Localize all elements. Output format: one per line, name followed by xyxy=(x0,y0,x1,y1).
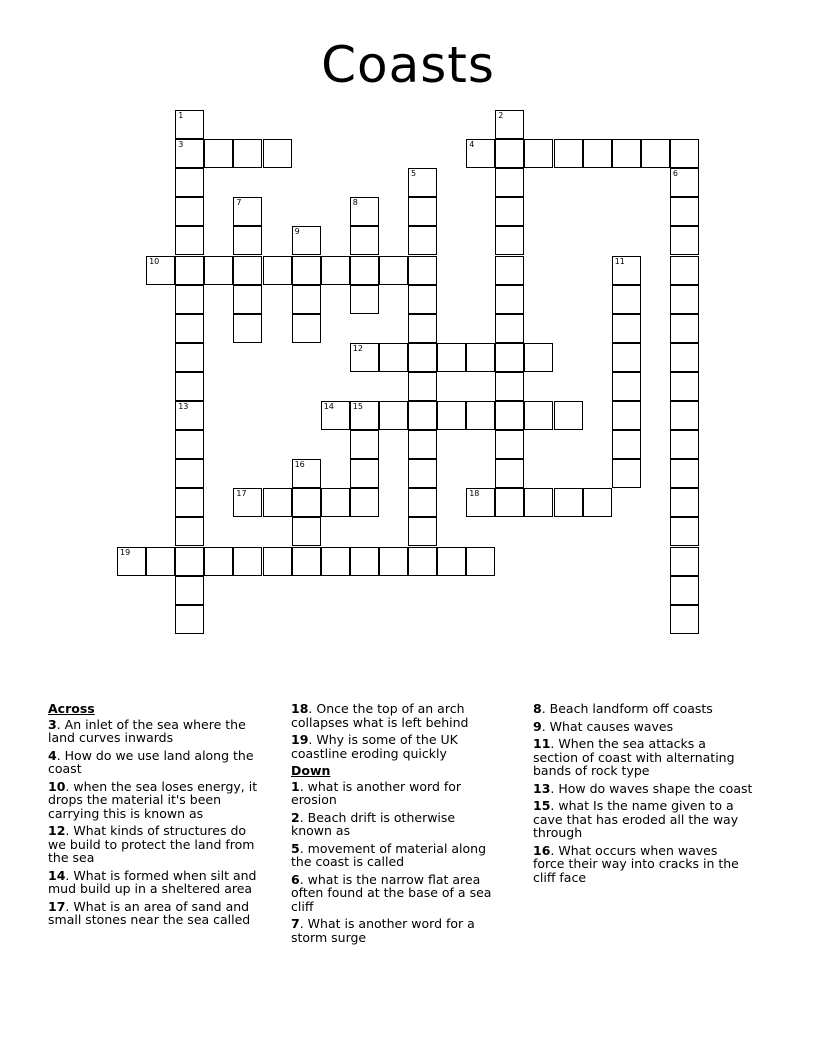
grid-cell[interactable] xyxy=(612,343,641,372)
clue-text: what is the narrow flat area often found at the base of a sea cliff xyxy=(291,871,492,914)
grid-cell[interactable] xyxy=(670,430,699,459)
grid-cell[interactable] xyxy=(408,459,437,488)
grid-cell[interactable] xyxy=(495,168,524,197)
grid-cell[interactable] xyxy=(466,547,495,576)
down-clue: 13. How do waves shape the coast xyxy=(533,780,753,796)
grid-cell[interactable] xyxy=(495,372,524,401)
grid-cell[interactable] xyxy=(612,256,641,285)
clue-text: When the sea attacks a section of coast with alternating bands of rock type xyxy=(533,736,735,778)
grid-cell[interactable] xyxy=(437,401,466,430)
clues-column-1 xyxy=(48,702,278,931)
down-heading: Down xyxy=(291,763,331,778)
grid-cell[interactable] xyxy=(350,459,379,488)
down-clue: 2. Beach drift is otherwise known as xyxy=(291,809,456,838)
grid-cell[interactable] xyxy=(175,430,204,459)
grid-cell[interactable] xyxy=(408,168,437,197)
clue-text: What is formed when silt and mud build up in a sheltered area xyxy=(48,867,257,896)
grid-cell[interactable] xyxy=(379,343,408,372)
grid-cell[interactable] xyxy=(495,256,524,285)
grid-cell[interactable] xyxy=(437,343,466,372)
cell-number: 3 xyxy=(178,140,184,150)
grid-cell[interactable] xyxy=(408,285,437,314)
grid-cell[interactable] xyxy=(612,285,641,314)
grid-cell[interactable] xyxy=(466,488,495,517)
grid-cell[interactable] xyxy=(321,488,350,517)
grid-cell[interactable] xyxy=(321,401,350,430)
clue-text: How do waves shape the coast xyxy=(558,780,753,796)
grid-cell[interactable] xyxy=(408,547,437,576)
grid-cell[interactable] xyxy=(175,197,204,226)
cell-number: 17 xyxy=(236,489,247,499)
grid-cell[interactable] xyxy=(670,285,699,314)
clue-text: what is another word for erosion xyxy=(291,778,462,807)
grid-cell[interactable] xyxy=(233,488,262,517)
grid-cell[interactable] xyxy=(670,256,699,285)
grid-cell[interactable] xyxy=(175,605,204,634)
grid-cell[interactable] xyxy=(263,488,292,517)
grid-cell[interactable] xyxy=(292,285,321,314)
grid-cell[interactable] xyxy=(495,139,524,168)
grid-cell[interactable] xyxy=(437,547,466,576)
down-clue: 15. what Is the name given to a cave that has eroded all the way through xyxy=(533,798,739,840)
grid-cell[interactable] xyxy=(466,401,495,430)
grid-cell[interactable] xyxy=(263,547,292,576)
grid-cell[interactable] xyxy=(583,139,612,168)
clue-text: when the sea loses energy, it drops the material it's been carrying this is known as xyxy=(48,778,258,821)
grid-cell[interactable] xyxy=(612,139,641,168)
grid-cell[interactable] xyxy=(379,401,408,430)
clue-number: 8 xyxy=(533,701,542,716)
clue-number: 11 xyxy=(533,736,551,751)
clues-column-2 xyxy=(291,702,521,948)
grid-cell[interactable] xyxy=(175,226,204,255)
grid-cell[interactable] xyxy=(175,401,204,430)
clue-text: What occurs when waves force their way into cracks in the cliff face xyxy=(533,842,739,885)
clue-number: 10 xyxy=(48,778,66,794)
grid-cell[interactable] xyxy=(350,226,379,255)
clue-text: movement of material along the coast is called xyxy=(291,840,487,869)
grid-cell[interactable] xyxy=(204,256,233,285)
grid-cell[interactable] xyxy=(292,547,321,576)
grid-cell[interactable] xyxy=(408,401,437,430)
grid-cell[interactable] xyxy=(175,110,204,139)
grid-cell[interactable] xyxy=(175,576,204,605)
cell-number: 15 xyxy=(352,402,363,411)
clue-number: 6 xyxy=(291,871,300,887)
grid-cell[interactable] xyxy=(292,488,321,517)
clue-text: what Is the name given to a cave that has eroded all the way through xyxy=(533,798,739,840)
grid-cell[interactable] xyxy=(379,256,408,285)
grid-cell[interactable] xyxy=(350,343,379,372)
grid-cell[interactable] xyxy=(233,314,262,343)
cell-number: 12 xyxy=(352,343,363,353)
down-clue: 8. Beach landform off coasts xyxy=(533,701,713,716)
clue-text: What kinds of structures do we build to protect the land from the sea xyxy=(48,823,255,865)
grid-cell[interactable] xyxy=(641,139,670,168)
across-clue: 10. when the sea loses energy, it drops the material it's been carrying this is known as xyxy=(48,778,258,821)
grid-cell[interactable] xyxy=(495,226,524,255)
grid-cell[interactable] xyxy=(292,459,321,488)
clue-text: What causes waves xyxy=(549,718,674,734)
grid-cell[interactable] xyxy=(233,139,262,168)
grid-cell[interactable] xyxy=(408,372,437,401)
cell-number: 1 xyxy=(178,111,184,120)
clue-text: What is another word for a storm surge xyxy=(291,916,475,945)
grid-cell[interactable] xyxy=(321,547,350,576)
across-clue: 17. What is an area of sand and small stones near the sea called xyxy=(48,898,251,927)
grid-cell[interactable] xyxy=(350,430,379,459)
grid-cell[interactable] xyxy=(175,256,204,285)
grid-cell[interactable] xyxy=(263,256,292,285)
grid-cell[interactable] xyxy=(670,343,699,372)
grid-cell[interactable] xyxy=(670,197,699,226)
grid-cell[interactable] xyxy=(204,547,233,576)
down-clue: 7. What is another word for a storm surge xyxy=(291,916,475,945)
grid-cell[interactable] xyxy=(146,547,175,576)
grid-cell[interactable] xyxy=(524,401,553,430)
grid-cell[interactable] xyxy=(612,459,641,488)
down-clue: 5. movement of material along the coast is called xyxy=(291,840,487,869)
grid-cell[interactable] xyxy=(670,139,699,168)
grid-cell[interactable] xyxy=(175,517,204,546)
across-clue: 4. How do we use land along the coast xyxy=(48,747,254,776)
clue-number: 19 xyxy=(291,732,309,747)
grid-cell[interactable] xyxy=(292,256,321,285)
grid-cell[interactable] xyxy=(350,285,379,314)
grid-cell[interactable] xyxy=(233,285,262,314)
grid-cell[interactable] xyxy=(495,197,524,226)
clue-number: 18 xyxy=(291,701,309,716)
clue-number: 2 xyxy=(291,809,300,825)
grid-cell[interactable] xyxy=(175,285,204,314)
down-clue: 16. What occurs when waves force their way into cracks in the cliff face xyxy=(533,842,739,885)
grid-cell[interactable] xyxy=(495,314,524,343)
clue-number: 13 xyxy=(533,780,551,796)
clue-number: 5 xyxy=(291,840,300,856)
grid-cell[interactable] xyxy=(204,139,233,168)
grid-cell[interactable] xyxy=(175,459,204,488)
page-title: Coasts xyxy=(321,36,495,94)
grid-cell[interactable] xyxy=(233,256,262,285)
across-clue: 14. What is formed when silt and mud build up in a sheltered area xyxy=(48,867,257,896)
grid-cell[interactable] xyxy=(175,314,204,343)
clue-text: An inlet of the sea where the land curves inwards xyxy=(48,716,246,745)
clue-text: Beach drift is otherwise known as xyxy=(291,809,456,838)
grid-cell[interactable] xyxy=(408,488,437,517)
grid-cell[interactable] xyxy=(670,576,699,605)
grid-cell[interactable] xyxy=(175,168,204,197)
grid-cell[interactable] xyxy=(554,488,583,517)
clue-number: 1 xyxy=(291,778,300,794)
grid-cell[interactable] xyxy=(670,226,699,255)
grid-cell[interactable] xyxy=(466,343,495,372)
grid-cell[interactable] xyxy=(495,401,524,430)
grid-cell[interactable] xyxy=(670,401,699,430)
grid-cell[interactable] xyxy=(554,401,583,430)
down-clue: 11. When the sea attacks a section of coast with alternating bands of rock type xyxy=(533,736,735,778)
cell-number: 16 xyxy=(294,460,305,470)
cell-number: 7 xyxy=(236,198,242,208)
grid-cell[interactable] xyxy=(670,459,699,488)
clues-column-3 xyxy=(533,702,763,888)
grid-cell[interactable] xyxy=(408,197,437,226)
cell-number: 13 xyxy=(178,402,189,411)
grid-cell[interactable] xyxy=(524,139,553,168)
grid-cell[interactable] xyxy=(408,517,437,546)
grid-cell[interactable] xyxy=(408,226,437,255)
grid-cell[interactable] xyxy=(175,343,204,372)
grid-cell[interactable] xyxy=(583,488,612,517)
clue-number: 15 xyxy=(533,798,551,813)
grid-cell[interactable] xyxy=(117,547,146,576)
grid-cell[interactable] xyxy=(495,343,524,372)
across-clue: 3. An inlet of the sea where the land curves inwards xyxy=(48,716,246,745)
cell-number: 14 xyxy=(323,402,334,411)
grid-cell[interactable] xyxy=(408,256,437,285)
clue-number: 9 xyxy=(533,718,542,734)
grid-cell[interactable] xyxy=(612,401,641,430)
grid-cell[interactable] xyxy=(175,372,204,401)
grid-cell[interactable] xyxy=(379,547,408,576)
grid-cell[interactable] xyxy=(350,401,379,430)
cell-number: 2 xyxy=(498,111,504,120)
grid-cell[interactable] xyxy=(292,314,321,343)
grid-cell[interactable] xyxy=(350,488,379,517)
cell-number: 19 xyxy=(120,547,131,557)
grid-cell[interactable] xyxy=(495,459,524,488)
cell-number: 4 xyxy=(469,140,475,150)
cell-number: 6 xyxy=(672,169,678,179)
grid-cell[interactable] xyxy=(233,197,262,226)
grid-cell[interactable] xyxy=(495,430,524,459)
clue-number: 14 xyxy=(48,867,66,883)
cell-number: 18 xyxy=(469,489,480,499)
grid-cell[interactable] xyxy=(612,314,641,343)
grid-cell[interactable] xyxy=(495,110,524,139)
grid-cell[interactable] xyxy=(670,605,699,634)
grid-cell[interactable] xyxy=(670,547,699,576)
clue-number: 3 xyxy=(48,716,57,732)
clue-text: How do we use land along the coast xyxy=(48,747,254,776)
clue-number: 7 xyxy=(291,916,300,931)
grid-cell[interactable] xyxy=(524,343,553,372)
grid-cell[interactable] xyxy=(612,430,641,459)
grid-cell[interactable] xyxy=(292,517,321,546)
down-clue: 1. what is another word for erosion xyxy=(291,778,462,807)
across-clue: 19. Why is some of the UK coastline eroding quickly xyxy=(291,732,458,761)
grid-cell[interactable] xyxy=(233,226,262,255)
grid-cell[interactable] xyxy=(408,430,437,459)
clue-text: Why is some of the UK coastline eroding quickly xyxy=(291,732,458,761)
across-heading: Across xyxy=(48,701,95,716)
clue-text: What is an area of sand and small stones near the sea called xyxy=(48,898,251,927)
across-clue: 18. Once the top of an arch collapses what is left behind xyxy=(291,701,469,730)
grid-cell[interactable] xyxy=(495,285,524,314)
grid-cell[interactable] xyxy=(408,343,437,372)
clue-text: Once the top of an arch collapses what is left behind xyxy=(291,701,469,730)
clue-number: 4 xyxy=(48,747,57,763)
cell-number: 10 xyxy=(149,256,160,266)
grid-cell[interactable] xyxy=(524,488,553,517)
cell-number: 9 xyxy=(294,227,300,237)
grid-cell[interactable] xyxy=(321,256,350,285)
grid-cell[interactable] xyxy=(670,372,699,401)
grid-cell[interactable] xyxy=(495,488,524,517)
clue-number: 12 xyxy=(48,823,66,838)
cell-number: 8 xyxy=(352,198,358,208)
grid-cell[interactable] xyxy=(175,547,204,576)
down-clue: 6. what is the narrow flat area often found at the base of a sea cliff xyxy=(291,871,492,914)
grid-cell[interactable] xyxy=(670,517,699,546)
grid-cell[interactable] xyxy=(233,547,262,576)
grid-cell[interactable] xyxy=(466,139,495,168)
grid-cell[interactable] xyxy=(670,488,699,517)
grid-cell[interactable] xyxy=(175,488,204,517)
down-clue: 9. What causes waves xyxy=(533,718,674,734)
grid-cell[interactable] xyxy=(263,139,292,168)
grid-cell[interactable] xyxy=(292,226,321,255)
grid-cell[interactable] xyxy=(670,314,699,343)
grid-cell[interactable] xyxy=(175,139,204,168)
clue-number: 17 xyxy=(48,898,66,914)
grid-cell[interactable] xyxy=(670,168,699,197)
grid-cell[interactable] xyxy=(350,547,379,576)
grid-cell[interactable] xyxy=(350,256,379,285)
grid-cell[interactable] xyxy=(612,372,641,401)
clue-number: 16 xyxy=(533,842,551,858)
grid-cell[interactable] xyxy=(350,197,379,226)
cell-number: 11 xyxy=(614,256,625,266)
grid-cell[interactable] xyxy=(146,256,175,285)
clue-text: Beach landform off coasts xyxy=(549,701,713,716)
cell-number: 5 xyxy=(411,169,417,179)
grid-cell[interactable] xyxy=(408,314,437,343)
grid-cell[interactable] xyxy=(554,139,583,168)
across-clue: 12. What kinds of structures do we build to protect the land from the sea xyxy=(48,823,255,865)
